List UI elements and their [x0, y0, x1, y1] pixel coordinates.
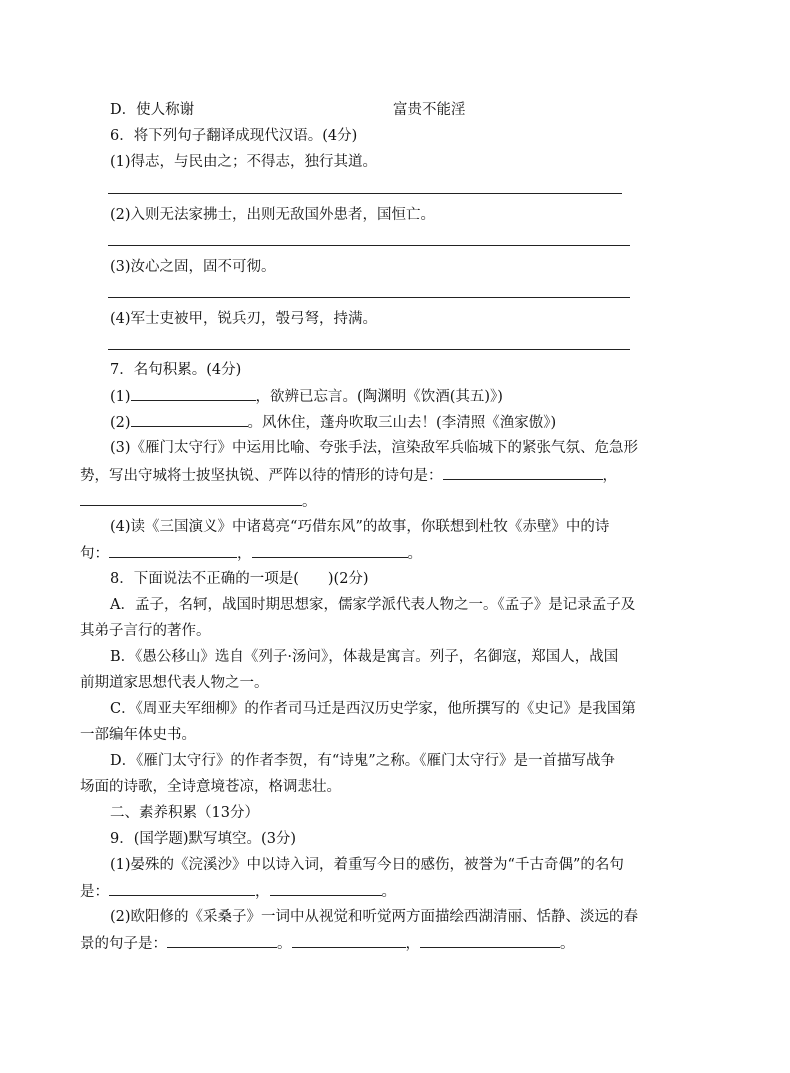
question-7-title: 7．名句积累。(4分)	[110, 362, 242, 378]
q9-item-2-line-1: (2)欧阳修的《采桑子》一词中从视觉和听觉两方面描绘西湖清丽、恬静、淡远的春	[110, 909, 639, 925]
q6-sentence-2: (2)入则无法家拂士，出则无敌国外患者，国恒亡。	[110, 207, 436, 223]
q8-option-b-line-2: 前期道家思想代表人物之一。	[80, 675, 269, 691]
question-6-title: 6．将下列句子翻译成现代汉语。(4分)	[110, 128, 358, 144]
q8-option-a-line-2: 其弟子言行的著作。	[80, 623, 211, 639]
question-9-title: 9．(国学题)默写填空。(3分)	[110, 831, 297, 847]
q6-sentence-3: (3)汝心之固，固不可彻。	[110, 259, 276, 275]
question-8-title: 8．下面说法不正确的一项是( )(2分)	[110, 571, 369, 587]
q7-item-3-line-3: 。	[80, 491, 317, 512]
q7-item-4-line-2: 句： ， 。	[80, 543, 422, 564]
q7-blank-5[interactable]	[109, 543, 237, 558]
q7-item-3-line-1: (3)《雁门太守行》中运用比喻、夸张手法，渲染敌军兵临城下的紧张气氛、危急形	[110, 440, 639, 456]
q6-answer-line-4[interactable]	[108, 349, 630, 350]
option-d-q5-right: 富贵不能淫	[393, 102, 466, 118]
q7-item-3-line-2: 势，写出守城将士披坚执锐、严阵以待的情形的诗句是： ，	[80, 465, 617, 486]
q9-item-1-line-2: 是： ， 。	[80, 881, 396, 902]
q9-blank-1[interactable]	[109, 881, 255, 896]
q7-item-4-line-1: (4)读《三国演义》中诸葛亮“巧借东风”的故事，你联想到杜牧《赤壁》中的诗	[110, 519, 610, 535]
section-2-heading: 二、素养积累（13分）	[110, 805, 259, 821]
q8-option-b-line-1: B．《愚公移山》选自《列子·汤问》，体裁是寓言。列子，名御寇，郑国人，战国	[110, 649, 619, 665]
q7-blank-1[interactable]	[131, 386, 256, 401]
q9-blank-4[interactable]	[292, 933, 406, 948]
q7-item-1: (1) ，欲辨已忘言。(陶渊明《饮酒(其五)》)	[110, 386, 503, 407]
q6-answer-line-1[interactable]	[108, 193, 622, 194]
q8-option-c-line-1: C．《周亚夫军细柳》的作者司马迁是西汉历史学家，他所撰写的《史记》是我国第	[110, 701, 636, 717]
q9-blank-5[interactable]	[420, 933, 560, 948]
q6-answer-line-3[interactable]	[108, 297, 630, 298]
q8-option-d-line-1: D．《雁门太守行》的作者李贺，有“诗鬼”之称。《雁门太守行》是一首描写战争	[110, 753, 615, 769]
q6-sentence-4: (4)军士吏被甲，锐兵刃，彀弓弩，持满。	[110, 311, 378, 327]
q7-blank-3[interactable]	[443, 465, 603, 480]
q9-blank-2[interactable]	[270, 881, 382, 896]
q6-answer-line-2[interactable]	[108, 245, 630, 246]
q7-blank-6[interactable]	[252, 543, 408, 558]
q9-item-1-line-1: (1)晏殊的《浣溪沙》中以诗入词，着重写今日的感伤，被誉为“千古奇偶”的名句	[110, 857, 624, 873]
q9-item-2-line-2: 景的句子是： 。 ， 。	[80, 933, 575, 954]
q8-option-c-line-2: 一部编年体史书。	[80, 727, 196, 743]
option-d-q5: D．使人称谢	[110, 102, 195, 118]
q9-blank-3[interactable]	[167, 933, 277, 948]
q8-option-d-line-2: 场面的诗歌，全诗意境苍凉，格调悲壮。	[80, 779, 341, 795]
q7-blank-4[interactable]	[80, 491, 302, 506]
q7-blank-2[interactable]	[131, 412, 248, 427]
q8-option-a-line-1: A．孟子，名轲，战国时期思想家，儒家学派代表人物之一。《孟子》是记录孟子及	[110, 597, 636, 613]
q6-sentence-1: (1)得志，与民由之；不得志，独行其道。	[110, 154, 378, 170]
q7-item-2: (2) 。风休住，蓬舟吹取三山去！(李清照《渔家傲》)	[110, 412, 556, 433]
